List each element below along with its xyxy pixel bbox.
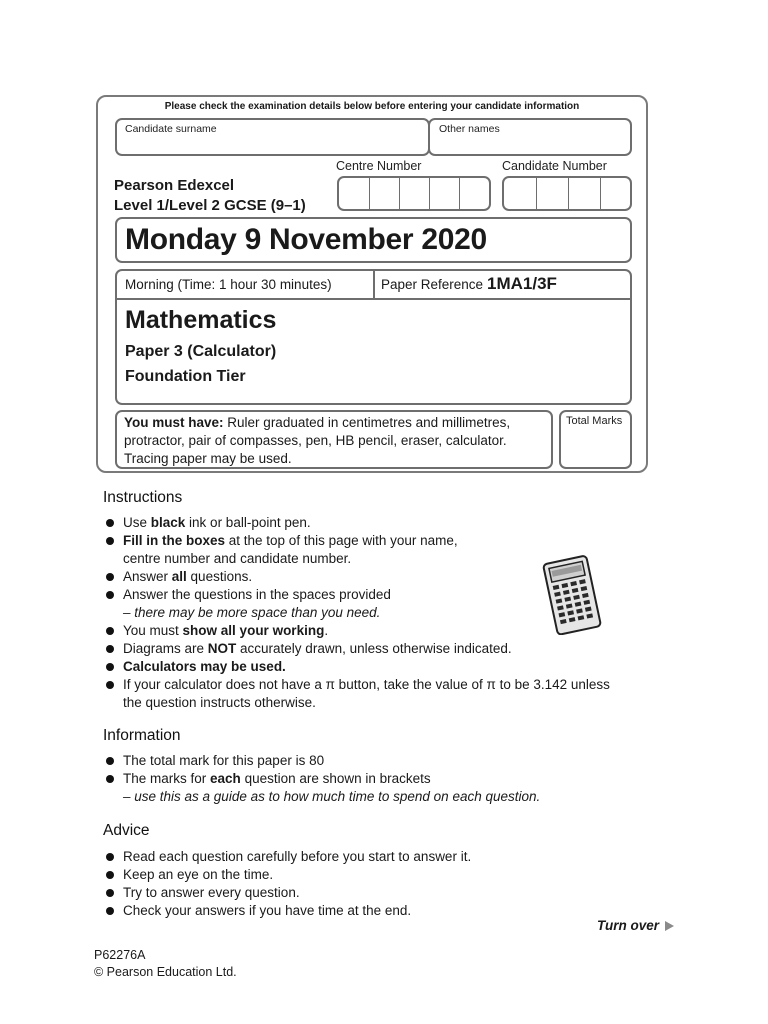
advice-heading: Advice xyxy=(103,822,150,839)
calculator-icon xyxy=(538,555,608,635)
list-item-continuation: – use this as a guide as to how much time to spend on each question. xyxy=(123,789,541,804)
paper-title: Paper 3 (Calculator) xyxy=(125,343,277,360)
other-names-box[interactable] xyxy=(428,118,632,156)
advice-list xyxy=(103,848,643,920)
must-have-items: Ruler graduated in centimetres and millimetres, protractor, pair of compasses, pen, HB pencil, eraser, calculator. Tracing paper may be used. xyxy=(124,415,511,466)
check-details-note: Please check the examination details below before entering your candidate information xyxy=(164,101,580,112)
list-item: Use black ink or ball-point pen. xyxy=(103,514,643,532)
tier-title: Foundation Tier xyxy=(125,368,246,385)
other-names-label: Other names xyxy=(439,123,500,135)
centre-number-digit[interactable] xyxy=(399,178,429,211)
copyright: © Pearson Education Ltd. xyxy=(94,965,237,979)
candidate-number-digit[interactable] xyxy=(600,178,630,211)
turn-over-label: Turn over xyxy=(597,918,660,933)
session-divider xyxy=(373,271,375,298)
list-item: Try to answer every question. xyxy=(103,884,643,902)
list-item-continuation: the question instructs otherwise. xyxy=(123,695,316,710)
paper-code: P62276A xyxy=(94,948,146,962)
paper-details-box xyxy=(115,269,632,405)
turn-over-link[interactable] xyxy=(597,918,674,933)
triangle-right-icon xyxy=(665,921,674,931)
candidate-number-digit[interactable] xyxy=(568,178,600,211)
exam-session: Morning (Time: 1 hour 30 minutes) xyxy=(125,277,332,292)
exam-board: Pearson Edexcel xyxy=(114,177,235,194)
information-heading: Information xyxy=(103,727,181,744)
list-item-continuation: – there may be more space than you need. xyxy=(123,605,381,620)
candidate-surname-label: Candidate surname xyxy=(125,123,217,135)
centre-number-digit[interactable] xyxy=(429,178,459,211)
qualification-level: Level 1/Level 2 GCSE (9–1) xyxy=(114,197,306,214)
session-underline xyxy=(117,298,630,300)
candidate-surname-box[interactable] xyxy=(115,118,430,156)
information-list xyxy=(103,752,643,806)
paper-reference-label: Paper Reference xyxy=(381,277,484,292)
list-item-continuation: centre number and candidate number. xyxy=(123,551,352,566)
candidate-number-boxes[interactable] xyxy=(502,176,632,211)
paper-reference-code: 1MA1/3F xyxy=(487,274,557,293)
candidate-number-label: Candidate Number xyxy=(502,159,607,173)
centre-number-digit[interactable] xyxy=(339,178,369,211)
total-marks-label: Total Marks xyxy=(566,415,623,427)
total-marks-box[interactable] xyxy=(559,410,632,469)
list-item: Answer the questions in the spaces provided xyxy=(103,586,643,604)
subject-title: Mathematics xyxy=(125,306,277,334)
instructions-heading: Instructions xyxy=(103,489,183,506)
candidate-number-digit[interactable] xyxy=(536,178,568,211)
exam-date: Monday 9 November 2020 xyxy=(125,223,487,256)
list-item: Diagrams are NOT accurately drawn, unless otherwise indicated. xyxy=(103,640,643,658)
list-item: Read each question carefully before you start to answer it. xyxy=(103,848,643,866)
list-item: Keep an eye on the time. xyxy=(103,866,643,884)
exam-date-box xyxy=(115,217,632,263)
list-item: Answer all questions. xyxy=(103,568,643,586)
list-item: Calculators may be used. xyxy=(103,658,643,676)
centre-number-digit[interactable] xyxy=(369,178,399,211)
candidate-number-digit[interactable] xyxy=(504,178,536,211)
list-item: You must show all your working. xyxy=(103,622,643,640)
list-item: The total mark for this paper is 80 xyxy=(103,752,643,770)
centre-number-label: Centre Number xyxy=(336,159,422,173)
must-have-box xyxy=(115,410,553,469)
must-have-label: You must have: xyxy=(124,415,224,430)
centre-number-boxes[interactable] xyxy=(337,176,491,211)
must-have-text xyxy=(124,414,548,468)
list-item: If your calculator does not have a π button, take the value of π to be 3.142 unless xyxy=(103,676,643,694)
list-item: The marks for each question are shown in brackets xyxy=(103,770,643,788)
centre-number-digit[interactable] xyxy=(459,178,489,211)
list-item: Check your answers if you have time at the end. xyxy=(103,902,643,920)
list-item: Fill in the boxes at the top of this page with your name, xyxy=(103,532,643,550)
